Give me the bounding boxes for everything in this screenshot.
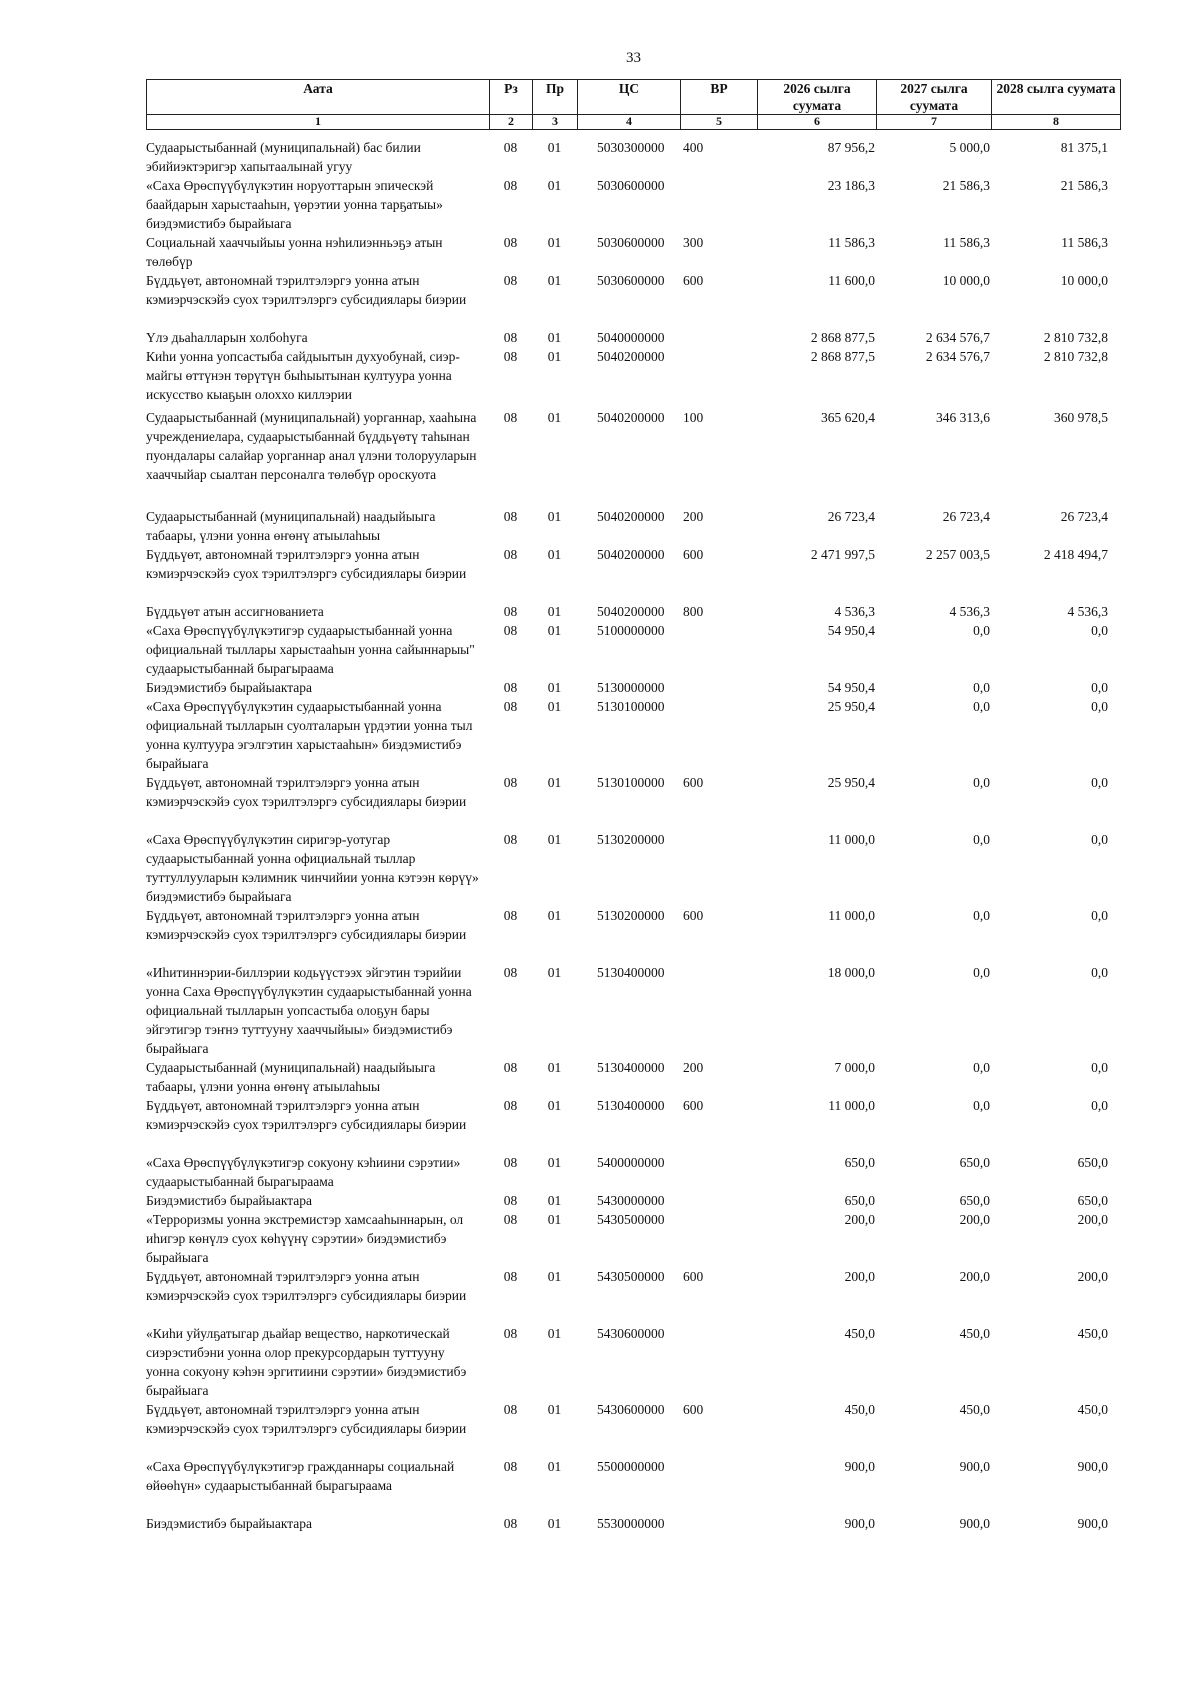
row-2026: 450,0 xyxy=(844,1326,875,1341)
column-header-2028: 2028 сылга суумата xyxy=(992,80,1121,115)
row-rz: 08 xyxy=(503,604,518,619)
row-2026: 900,0 xyxy=(844,1516,875,1531)
row-2026: 365 620,4 xyxy=(821,410,875,425)
row-2027: 0,0 xyxy=(973,965,990,980)
row-rz: 08 xyxy=(503,273,518,288)
table-row xyxy=(146,678,1120,697)
row-cs: 5130100000 xyxy=(597,699,665,714)
row-vr xyxy=(680,1191,757,1210)
row-2028: 200,0 xyxy=(1077,1269,1108,1284)
row-vr: 600 xyxy=(683,1098,704,1113)
row-cs: 5100000000 xyxy=(597,623,665,638)
row-2027: 0,0 xyxy=(973,680,990,695)
row-2026: 11 000,0 xyxy=(828,1098,875,1113)
row-vr: 600 xyxy=(683,908,704,923)
row-2028: 0,0 xyxy=(1091,1098,1108,1113)
row-2028: 450,0 xyxy=(1077,1402,1108,1417)
row-2028: 0,0 xyxy=(1091,965,1108,980)
table-row xyxy=(146,545,1120,602)
row-cs: 5430600000 xyxy=(597,1402,665,1417)
row-name: «Иһитиннэрии-биллэрии кодьүүстээх эйгэтин тэрийии уонна Саха Өрөспүүбүлүкэтин судаарыстыбаннай уонна официальнай тылларын уопсастыба олоҕун бары эйгэтигэр тэҥнэ туттууну хааччыйыы» биэдэмистибэ бырайыага xyxy=(146,965,472,1056)
row-rz: 08 xyxy=(503,1516,518,1531)
row-2026: 2 471 997,5 xyxy=(810,547,875,562)
row-2027: 0,0 xyxy=(973,1060,990,1075)
row-vr: 300 xyxy=(683,235,704,250)
row-rz: 08 xyxy=(503,1402,518,1417)
row-pr: 01 xyxy=(547,832,562,847)
row-2028: 0,0 xyxy=(1091,623,1108,638)
row-name: «Саха Өрөспүүбүлүкэтигэр судаарыстыбаннай уонна официальнай тыллары харыстааһын уонна сайыннарыы" судаарыстыбаннай бырагыраама xyxy=(146,623,475,676)
row-rz: 08 xyxy=(503,547,518,562)
row-2027: 2 257 003,5 xyxy=(925,547,990,562)
row-rz: 08 xyxy=(503,775,518,790)
row-rz: 08 xyxy=(503,178,518,193)
row-2026: 25 950,4 xyxy=(827,775,875,790)
row-cs: 5130400000 xyxy=(597,965,665,980)
row-pr: 01 xyxy=(547,178,562,193)
row-cs: 5130200000 xyxy=(597,832,665,847)
row-cs: 5030600000 xyxy=(597,273,665,288)
row-cs: 5430500000 xyxy=(597,1212,665,1227)
row-2026: 2 868 877,5 xyxy=(810,330,875,345)
row-2026: 11 600,0 xyxy=(828,273,875,288)
row-vr xyxy=(680,1514,757,1533)
table-row xyxy=(146,271,1120,328)
row-vr xyxy=(680,1210,757,1267)
row-2027: 900,0 xyxy=(959,1516,990,1531)
table-row xyxy=(146,347,1120,404)
column-number: 5 xyxy=(681,115,758,130)
row-name: Бүддьүөт атын ассигнованиета xyxy=(146,604,324,619)
row-name: «Саха Өрөспүүбүлүкэтигэр сокуону кэһиини сэрэтии» судаарыстыбаннай бырагыраама xyxy=(146,1155,461,1189)
row-2028: 900,0 xyxy=(1077,1459,1108,1474)
row-rz: 08 xyxy=(503,509,518,524)
row-rz: 08 xyxy=(503,699,518,714)
row-2026: 900,0 xyxy=(844,1459,875,1474)
column-number: 4 xyxy=(578,115,681,130)
row-cs: 5530000000 xyxy=(597,1516,665,1531)
row-name: «Терроризмы уонна экстремистэр хамсааһыннарын, ол иһигэр көнүлэ суох көһүүнү сэрэтии» биэдэмистибэ бырайыага xyxy=(146,1212,464,1265)
row-2027: 346 313,6 xyxy=(936,410,990,425)
row-name: Биэдэмистибэ бырайыактара xyxy=(146,680,313,695)
row-rz: 08 xyxy=(503,330,518,345)
row-2027: 450,0 xyxy=(959,1402,990,1417)
row-2026: 11 000,0 xyxy=(828,832,875,847)
row-vr: 400 xyxy=(683,140,704,155)
row-pr: 01 xyxy=(547,1212,562,1227)
row-2028: 0,0 xyxy=(1091,680,1108,695)
page-number: 33 xyxy=(626,50,641,66)
table-row xyxy=(146,176,1120,233)
row-name: Социальнай хааччыйыы уонна нэһилиэнньэҕэ атын төлөбүр xyxy=(146,235,443,269)
table-row xyxy=(146,963,1120,1058)
row-2028: 2 810 732,8 xyxy=(1043,330,1108,345)
row-2028: 0,0 xyxy=(1091,699,1108,714)
row-vr: 600 xyxy=(683,775,704,790)
row-vr xyxy=(680,678,757,697)
row-pr: 01 xyxy=(547,509,562,524)
row-name: Биэдэмистибэ бырайыактара xyxy=(146,1193,313,1208)
row-2028: 4 536,3 xyxy=(1067,604,1108,619)
column-number: 7 xyxy=(877,115,992,130)
row-2027: 11 586,3 xyxy=(943,235,990,250)
row-vr: 200 xyxy=(683,509,704,524)
table-row xyxy=(146,408,1120,503)
row-rz: 08 xyxy=(503,1269,518,1284)
column-header-cs: ЦС xyxy=(578,80,681,115)
row-rz: 08 xyxy=(503,410,518,425)
row-name: «Саха Өрөспүүбүлүкэтин судаарыстыбаннай уонна официальнай тылларын суолталарын үрдэтии уонна тыл уонна култуура эгэлгэтин харыстааһын» биэдэмистибэ бырайыага xyxy=(146,699,473,771)
row-2028: 0,0 xyxy=(1091,832,1108,847)
row-2027: 0,0 xyxy=(973,623,990,638)
row-2028: 2 810 732,8 xyxy=(1043,349,1108,364)
table-row xyxy=(146,1324,1120,1400)
row-cs: 5040000000 xyxy=(597,330,665,345)
row-2028: 2 418 494,7 xyxy=(1043,547,1108,562)
row-vr xyxy=(680,1457,757,1495)
row-name: Бүддьүөт, автономнай тэрилтэлэргэ уонна атын кэмиэрчэскэйэ суох тэрилтэлэргэ субсидиялары биэрии xyxy=(146,547,467,581)
row-2027: 0,0 xyxy=(973,1098,990,1113)
row-name: Бүддьүөт, автономнай тэрилтэлэргэ уонна атын кэмиэрчэскэйэ суох тэрилтэлэргэ субсидиялары биэрии xyxy=(146,1402,467,1436)
column-number: 3 xyxy=(533,115,578,130)
row-2026: 11 000,0 xyxy=(828,908,875,923)
table-row xyxy=(146,1457,1120,1495)
row-2026: 87 956,2 xyxy=(827,140,875,155)
row-cs: 5030300000 xyxy=(597,140,665,155)
row-2027: 21 586,3 xyxy=(942,178,990,193)
row-cs: 5400000000 xyxy=(597,1155,665,1170)
row-2027: 200,0 xyxy=(959,1212,990,1227)
row-pr: 01 xyxy=(547,965,562,980)
row-rz: 08 xyxy=(503,1155,518,1170)
column-number: 8 xyxy=(992,115,1121,130)
table-row xyxy=(146,773,1120,830)
column-number: 6 xyxy=(758,115,877,130)
row-pr: 01 xyxy=(547,680,562,695)
row-2027: 0,0 xyxy=(973,832,990,847)
column-number: 2 xyxy=(490,115,533,130)
table-header xyxy=(146,79,1121,130)
row-name: Бүддьүөт, автономнай тэрилтэлэргэ уонна атын кэмиэрчэскэйэ суох тэрилтэлэргэ субсидиялары биэрии xyxy=(146,1098,467,1132)
row-2028: 21 586,3 xyxy=(1060,178,1108,193)
row-2026: 54 950,4 xyxy=(827,680,875,695)
row-vr xyxy=(680,328,757,347)
row-name: Бүддьүөт, автономнай тэрилтэлэргэ уонна атын кэмиэрчэскэйэ суох тэрилтэлэргэ субсидиялары биэрии xyxy=(146,1269,467,1303)
row-pr: 01 xyxy=(547,1269,562,1284)
row-2026: 200,0 xyxy=(844,1212,875,1227)
row-name: Бүддьүөт, автономнай тэрилтэлэргэ уонна атын кэмиэрчэскэйэ суох тэрилтэлэргэ субсидиялары биэрии xyxy=(146,775,467,809)
table-row xyxy=(146,1153,1120,1191)
column-header-name: Аата xyxy=(147,80,490,115)
column-header-pr: Пр xyxy=(533,80,578,115)
row-name: Бүддьүөт, автономнай тэрилтэлэргэ уонна атын кэмиэрчэскэйэ суох тэрилтэлэргэ субсидиялары биэрии xyxy=(146,908,467,942)
row-2027: 2 634 576,7 xyxy=(925,349,990,364)
row-cs: 5130100000 xyxy=(597,775,665,790)
row-2026: 26 723,4 xyxy=(827,509,875,524)
column-header-vr: ВР xyxy=(681,80,758,115)
row-rz: 08 xyxy=(503,1098,518,1113)
table-row xyxy=(146,1058,1120,1096)
row-name: Киһи уонна уопсастыба сайдыытын духуобунай, сиэр-майгы өттүнэн төрүтүн быһыытынан култуура уонна искусство кыаҕын олоххо киллэрии xyxy=(146,349,460,402)
row-pr: 01 xyxy=(547,410,562,425)
row-name: Судаарыстыбаннай (муниципальнай) наадыйыыга табаары, үлэни уонна өҥөнү атыылаһыы xyxy=(146,509,436,543)
row-2028: 650,0 xyxy=(1077,1193,1108,1208)
row-vr: 800 xyxy=(683,604,704,619)
row-vr: 200 xyxy=(683,1060,704,1075)
table-row xyxy=(146,830,1120,906)
row-2026: 18 000,0 xyxy=(827,965,875,980)
row-rz: 08 xyxy=(503,680,518,695)
row-2026: 11 586,3 xyxy=(828,235,875,250)
row-2027: 10 000,0 xyxy=(942,273,990,288)
row-2028: 26 723,4 xyxy=(1060,509,1108,524)
row-2027: 2 634 576,7 xyxy=(925,330,990,345)
table-row xyxy=(146,621,1120,678)
row-pr: 01 xyxy=(547,1193,562,1208)
row-pr: 01 xyxy=(547,140,562,155)
row-2026: 2 868 877,5 xyxy=(810,349,875,364)
row-vr xyxy=(680,1324,757,1400)
row-rz: 08 xyxy=(503,349,518,364)
row-2026: 7 000,0 xyxy=(834,1060,875,1075)
row-cs: 5130400000 xyxy=(597,1060,665,1075)
table-row xyxy=(146,1096,1120,1153)
row-vr xyxy=(680,830,757,906)
row-2028: 450,0 xyxy=(1077,1326,1108,1341)
row-2026: 25 950,4 xyxy=(827,699,875,714)
row-vr: 100 xyxy=(683,410,704,425)
row-cs: 5040200000 xyxy=(597,349,665,364)
table-row xyxy=(146,507,1120,545)
row-cs: 5040200000 xyxy=(597,547,665,562)
row-rz: 08 xyxy=(503,140,518,155)
row-pr: 01 xyxy=(547,623,562,638)
row-2027: 200,0 xyxy=(959,1269,990,1284)
row-2027: 26 723,4 xyxy=(942,509,990,524)
row-pr: 01 xyxy=(547,235,562,250)
column-header-2027: 2027 сылга суумата xyxy=(877,80,992,115)
row-rz: 08 xyxy=(503,1459,518,1474)
row-cs: 5130400000 xyxy=(597,1098,665,1113)
row-vr xyxy=(680,621,757,678)
table-row xyxy=(146,602,1120,621)
row-2026: 4 536,3 xyxy=(834,604,875,619)
row-name: Бүддьүөт, автономнай тэрилтэлэргэ уонна атын кэмиэрчэскэйэ суох тэрилтэлэргэ субсидиялары биэрии xyxy=(146,273,467,307)
row-pr: 01 xyxy=(547,1516,562,1531)
row-cs: 5040200000 xyxy=(597,509,665,524)
row-cs: 5040200000 xyxy=(597,604,665,619)
table-row xyxy=(146,1191,1120,1210)
row-pr: 01 xyxy=(547,349,562,364)
row-rz: 08 xyxy=(503,1193,518,1208)
table-row xyxy=(146,1400,1120,1457)
row-name: «Саха Өрөспүүбүлүкэтигэр гражданнары социальнай өйөөһүн» судаарыстыбаннай бырагыраама xyxy=(146,1459,455,1493)
row-pr: 01 xyxy=(547,775,562,790)
row-rz: 08 xyxy=(503,1212,518,1227)
column-header-rz: Рз xyxy=(490,80,533,115)
row-2028: 0,0 xyxy=(1091,908,1108,923)
table-row xyxy=(146,697,1120,773)
row-vr xyxy=(680,963,757,1058)
row-vr: 600 xyxy=(683,1269,704,1284)
row-cs: 5030600000 xyxy=(597,235,665,250)
row-2027: 450,0 xyxy=(959,1326,990,1341)
row-2026: 650,0 xyxy=(844,1193,875,1208)
row-rz: 08 xyxy=(503,832,518,847)
row-name: «Саха Өрөспүүбүлүкэтин сиригэр-уотугар судаарыстыбаннай уонна официальнай тыллар туттуллууларын кэлимник чинчийии уонна кэтээн көрүү» биэдэмистибэ бырайыага xyxy=(146,832,479,904)
column-header-2026: 2026 сылга суумата xyxy=(758,80,877,115)
row-2026: 650,0 xyxy=(844,1155,875,1170)
row-pr: 01 xyxy=(547,1326,562,1341)
row-vr xyxy=(680,1153,757,1191)
row-2026: 23 186,3 xyxy=(827,178,875,193)
row-pr: 01 xyxy=(547,547,562,562)
row-2028: 900,0 xyxy=(1077,1516,1108,1531)
row-2027: 5 000,0 xyxy=(949,140,990,155)
row-name: Биэдэмистибэ бырайыактара xyxy=(146,1516,313,1531)
row-name: Судаарыстыбаннай (муниципальнай) бас билии эбийиэктэригэр хапытаалынай угуу xyxy=(146,140,421,174)
row-2028: 0,0 xyxy=(1091,775,1108,790)
row-pr: 01 xyxy=(547,1155,562,1170)
row-cs: 5030600000 xyxy=(597,178,665,193)
row-cs: 5430600000 xyxy=(597,1326,665,1341)
row-2028: 0,0 xyxy=(1091,1060,1108,1075)
row-rz: 08 xyxy=(503,1326,518,1341)
row-2026: 200,0 xyxy=(844,1269,875,1284)
table-row xyxy=(146,328,1120,347)
row-pr: 01 xyxy=(547,330,562,345)
row-2028: 360 978,5 xyxy=(1054,410,1108,425)
row-vr: 600 xyxy=(683,1402,704,1417)
row-2027: 0,0 xyxy=(973,699,990,714)
row-rz: 08 xyxy=(503,908,518,923)
row-2027: 900,0 xyxy=(959,1459,990,1474)
table-row xyxy=(146,906,1120,963)
row-2027: 650,0 xyxy=(959,1155,990,1170)
row-pr: 01 xyxy=(547,1459,562,1474)
row-name: «Киһи уйулҕатыгар дьайар вещество, наркотическай сиэрэстибэни уонна олор прекурсордарын туттууну уонна сокуону кэһэн эргитиини сэрэтии» биэдэмистибэ бырайыага xyxy=(146,1326,467,1398)
row-cs: 5130200000 xyxy=(597,908,665,923)
row-2028: 11 586,3 xyxy=(1061,235,1108,250)
row-2028: 10 000,0 xyxy=(1060,273,1108,288)
column-number: 1 xyxy=(147,115,490,130)
table-row xyxy=(146,1514,1120,1533)
row-pr: 01 xyxy=(547,273,562,288)
row-name: Судаарыстыбаннай (муниципальнай) наадыйыыга табаары, үлэни уонна өҥөнү атыылаһыы xyxy=(146,1060,436,1094)
table-row xyxy=(146,1267,1120,1324)
row-cs: 5430000000 xyxy=(597,1193,665,1208)
row-pr: 01 xyxy=(547,1060,562,1075)
row-2028: 81 375,1 xyxy=(1060,140,1108,155)
table-body xyxy=(146,138,1120,1533)
row-cs: 5430500000 xyxy=(597,1269,665,1284)
row-vr: 600 xyxy=(683,547,704,562)
row-rz: 08 xyxy=(503,1060,518,1075)
row-vr: 600 xyxy=(683,273,704,288)
row-vr xyxy=(680,697,757,773)
row-pr: 01 xyxy=(547,908,562,923)
row-2026: 450,0 xyxy=(844,1402,875,1417)
row-rz: 08 xyxy=(503,623,518,638)
row-2028: 200,0 xyxy=(1077,1212,1108,1227)
row-name: Үлэ дьаһалларын холбоһуга xyxy=(146,330,308,345)
table-row xyxy=(146,1210,1120,1267)
row-name: «Саха Өрөспүүбүлүкэтин норуоттарын эпическэй баайдарын харыстааһын, үөрэтии уонна тарҕатыы» биэдэмистибэ бырайыага xyxy=(146,178,443,231)
row-cs: 5040200000 xyxy=(597,410,665,425)
row-2026: 54 950,4 xyxy=(827,623,875,638)
row-rz: 08 xyxy=(503,235,518,250)
row-pr: 01 xyxy=(547,699,562,714)
row-rz: 08 xyxy=(503,965,518,980)
row-2027: 0,0 xyxy=(973,908,990,923)
row-cs: 5130000000 xyxy=(597,680,665,695)
row-vr xyxy=(680,176,757,233)
row-cs: 5500000000 xyxy=(597,1459,665,1474)
row-2027: 650,0 xyxy=(959,1193,990,1208)
row-name: Судаарыстыбаннай (муниципальнай) уорганнар, хааһына учреждениелара, судаарыстыбаннай бүддьүөтү таһынан пуондалары салайар уорганнар анал үлэни толорууларын хааччыйар сыалтан персоналга төлөбүр ороскуота xyxy=(146,410,477,482)
row-pr: 01 xyxy=(547,604,562,619)
row-2027: 4 536,3 xyxy=(949,604,990,619)
row-pr: 01 xyxy=(547,1402,562,1417)
row-vr xyxy=(680,347,757,404)
table-row xyxy=(146,138,1120,176)
table-row xyxy=(146,233,1120,271)
row-2028: 650,0 xyxy=(1077,1155,1108,1170)
row-pr: 01 xyxy=(547,1098,562,1113)
row-2027: 0,0 xyxy=(973,775,990,790)
